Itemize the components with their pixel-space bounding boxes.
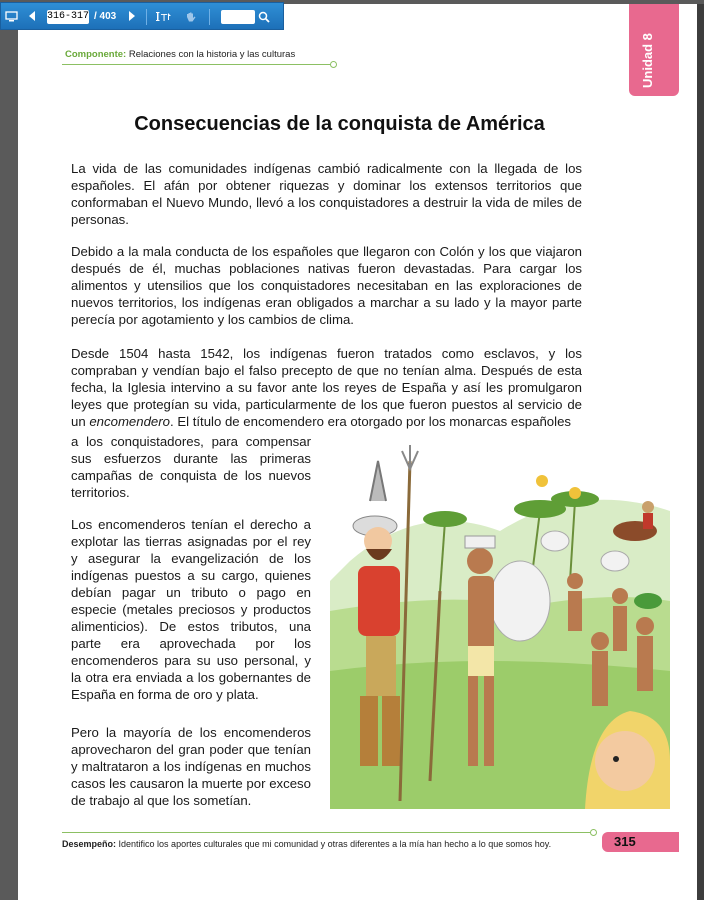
component-text: Relaciones con la historia y las culturas — [128, 49, 296, 60]
paragraph-4: Los encomenderos tenían el derecho a explotar las tierras asignadas por el rey y asegurar la evangelización de los indígenas puestos a su cargo, quienes debían pagar un tributo o pago en especie (metales preciosos y productos alimenticios). De estos tributos, una parte era aprovechada por los encomenderos para su uso personal, y la otra era enviada a los gobernantes de España en forma de oro y plata. — [71, 517, 311, 702]
paragraph-3-mid: . El título de encomendero era otorgado por los monarcas españoles — [170, 414, 571, 429]
page-number: 315 — [614, 834, 636, 849]
page-total: / 403 — [94, 11, 117, 22]
paragraph-3-start: Desde 1504 hasta 1542, los indígenas fueron tratados como esclavos, y los compraban y vendían bajo el falso precepto de que no tenían alma. Después de esta fecha, la Iglesia intervino a su favor ante los reyes de España y así les promulgaron leyes que protegían su vida, particularmente de los que fueron puestos al servicio de un — [71, 346, 582, 429]
component-underline — [62, 64, 332, 65]
footer-rule — [62, 832, 592, 833]
unit-label: Unidad 8 — [640, 33, 655, 88]
page-title: Consecuencias de la conquista de América — [134, 113, 545, 135]
conquest-illustration — [330, 441, 670, 809]
component-underline-dot — [330, 61, 337, 68]
paragraph-1: La vida de las comunidades indígenas cambió radicalmente con la llegada de los españoles. El afán por obtener riquezas y dominar los extensos territorios que conformaban el Nuevo Mundo, llevó a los conquistadores a destruir la vida de miles de personas. — [71, 161, 582, 227]
search-icon[interactable] — [258, 11, 270, 25]
performance-text: Identifico los aportes culturales que mi comunidad y otras diferentes a la mía han hecho a lo que somos hoy. — [118, 839, 552, 849]
text-select-icon[interactable] — [156, 11, 172, 24]
page-edge-shadow — [697, 4, 704, 900]
encomendero-term: encomendero — [89, 414, 170, 429]
paragraph-3-end: a los conquistadores, para compensar sus esfuerzos durante las primeras campañas de conquista de los nuevos territorios. — [71, 434, 311, 500]
hand-pan-icon[interactable] — [185, 11, 197, 25]
reader-toolbar — [0, 2, 284, 30]
next-page-icon[interactable] — [128, 11, 136, 23]
toolbar-divider — [146, 9, 147, 25]
paragraph-3 — [71, 345, 582, 430]
paragraph-5: Pero la mayoría de los encomenderos aprovecharon del gran poder que tenían y maltrataron a los indígenas en muchos casos les causaron la muerte por exceso de trabajo al que los sometían. — [71, 725, 311, 808]
svg-text:T: T — [161, 13, 168, 22]
search-input[interactable] — [221, 10, 255, 24]
page-number-input[interactable]: 316-317 — [47, 11, 90, 22]
component-header — [65, 49, 295, 60]
component-label: Componente: — [65, 49, 127, 60]
footer-rule-dot — [590, 829, 597, 836]
toolbar-divider — [209, 9, 210, 25]
prev-page-icon[interactable] — [28, 11, 36, 23]
performance-statement — [62, 839, 551, 849]
paragraph-2: Debido a la mala conducta de los españoles que llegaron con Colón y los que viajaron después de él, muchas poblaciones nativas fueron devastadas. Para cargar los alimentos y utensilios que los conquistadores necesitaban en las exploraciones de nuevos territorios, los indígenas eran obligados a marchar a su lado y la mayor parte perecía por agotamiento y los cambios de clima. — [71, 244, 582, 327]
performance-label: Desempeño: — [62, 839, 117, 849]
monitor-icon[interactable] — [5, 11, 18, 24]
